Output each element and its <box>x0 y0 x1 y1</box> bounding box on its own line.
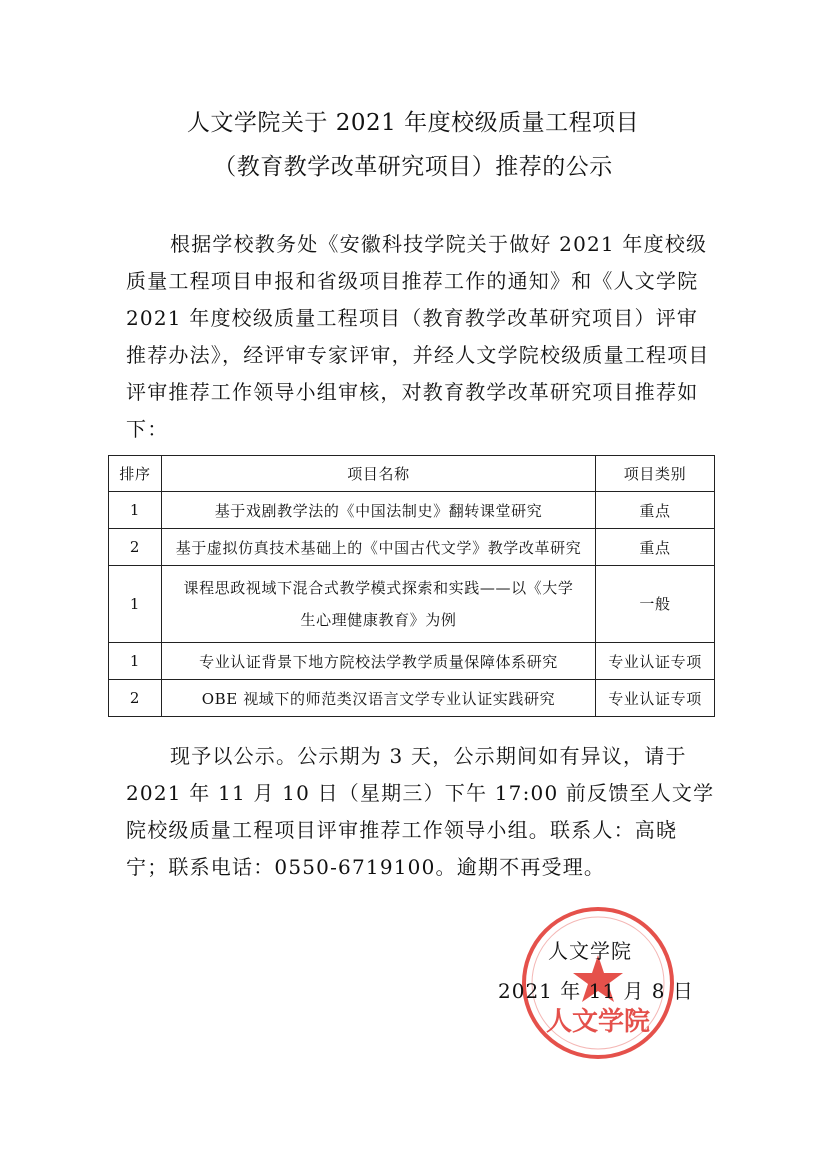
notice-paragraph <box>126 738 716 886</box>
cell-category: 重点 <box>596 529 715 566</box>
document-title-line2: （教育教学改革研究项目）推荐的公示 <box>213 154 613 180</box>
table-row <box>109 643 715 680</box>
table-header-row <box>109 456 715 492</box>
cell-category: 一般 <box>596 566 715 643</box>
table-row <box>109 680 715 717</box>
cell-rank: 2 <box>109 680 162 717</box>
cell-project-name: OBE 视域下的师范类汉语言文学专业认证实践研究 <box>162 680 596 717</box>
intro-paragraph <box>126 226 716 448</box>
table-row <box>109 492 715 529</box>
cell-category: 重点 <box>596 492 715 529</box>
cell-rank: 2 <box>109 529 162 566</box>
cell-project-name: 基于虚拟仿真技术基础上的《中国古代文学》教学改革研究 <box>162 529 596 566</box>
cell-rank: 1 <box>109 643 162 680</box>
document-title-line1: 人文学院关于 2021 年度校级质量工程项目 <box>186 110 640 136</box>
cell-rank: 1 <box>109 492 162 529</box>
notice-paragraph-text: 现予以公示。公示期为 3 天，公示期间如有异议，请于 2021 年 11 月 10 日（星期三）下午 17:00 前反馈至人文学院校级质量工程项目评审推荐工作领导小组。联系人：高晓宁；联系电话：0550-6719100。逾期不再受理。 <box>126 744 715 879</box>
cell-project-name: 基于戏剧教学法的《中国法制史》翻转课堂研究 <box>162 492 596 529</box>
header-project-name: 项目名称 <box>162 456 596 492</box>
header-rank: 排序 <box>109 456 162 492</box>
cell-project-name: 课程思政视域下混合式教学模式探索和实践——以《大学生心理健康教育》为例 <box>162 566 596 643</box>
signature-organization: 人文学院 <box>548 939 632 963</box>
header-category: 项目类别 <box>596 456 715 492</box>
cell-project-name: 专业认证背景下地方院校法学教学质量保障体系研究 <box>162 643 596 680</box>
cell-rank: 1 <box>109 566 162 643</box>
table-row <box>109 529 715 566</box>
cell-category: 专业认证专项 <box>596 643 715 680</box>
project-table <box>108 455 715 717</box>
table-row <box>109 566 715 643</box>
signature-date: 2021 年 11 月 8 日 <box>498 979 694 1003</box>
intro-paragraph-text: 根据学校教务处《安徽科技学院关于做好 2021 年度校级质量工程项目申报和省级项目推荐工作的通知》和《人文学院 2021 年度校级质量工程项目（教育教学改革研究项目）评审推荐办法》，经评审专家评审，并经人文学院校级质量工程项目评审推荐工作领导小组审核，对教育教学改革研究项目推荐如下： <box>126 232 710 441</box>
seal-text: 人文学院 <box>545 1007 651 1037</box>
cell-category: 专业认证专项 <box>596 680 715 717</box>
